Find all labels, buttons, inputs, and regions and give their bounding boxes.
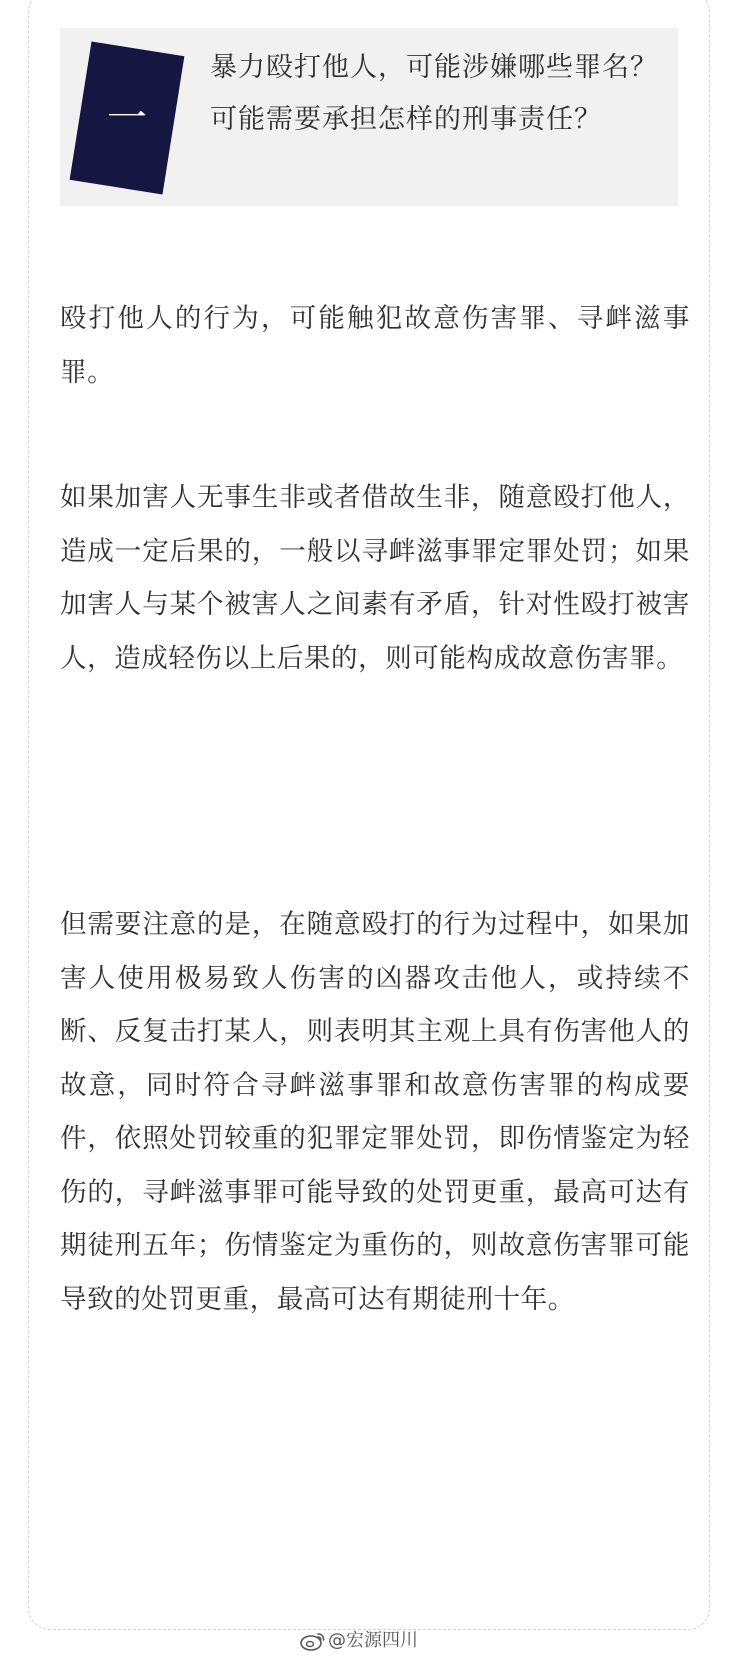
paragraph-2: 如果加害人无事生非或者借故生非，随意殴打他人，造成一定后果的，一般以寻衅滋事罪定罪处罚；如果加害人与某个被害人之间素有矛盾，针对性殴打被害人，造成轻伤以上后果的，则可能构成故意伤害罪。 [60,482,690,674]
watermark [300,1625,418,1657]
paragraph-3: 但需要注意的是，在随意殴打的行为过程中，如果加害人使用极易致人伤害的凶器攻击他人，或持续不断、反复击打某人，则表明其主观上具有伤害他人的故意，同时符合寻衅滋事罪和故意伤害罪的构成要件，依照处罚较重的犯罪定罪处罚，即伤情鉴定为轻伤的，寻衅滋事罪可能导致的处罚更重，最高可达有期徒刑五年；伤情鉴定为重伤的，则故意伤害罪可能导致的处罚更重，最高可达有期徒刑十年。 [60,909,690,1315]
section-number: 一 [107,95,147,141]
watermark-text: @宏源四川 [328,1630,418,1651]
section-number-badge [70,42,185,195]
section-title: 暴力殴打他人，可能涉嫌哪些罪名？可能需要承担怎样的刑事责任？ [210,52,658,135]
article-card [28,0,710,1630]
paragraph-1: 殴打他人的行为，可能触犯故意伤害罪、寻衅滋事罪。 [60,303,690,388]
weibo-icon [300,1631,326,1651]
